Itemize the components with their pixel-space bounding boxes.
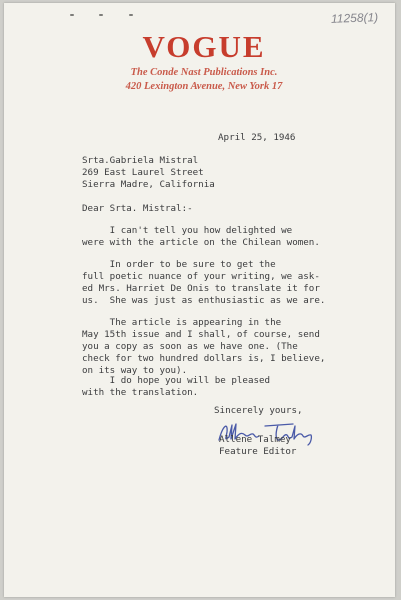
punch-mark [99,14,103,16]
publisher-line: The Conde Nast Publications Inc. [130,67,278,78]
letterhead [114,31,294,94]
paragraph-line: on its way to you). [82,365,188,376]
paragraph-line: ed Mrs. Harriet De Onis to translate it for [82,283,320,294]
signer-name: Allene Talmey [219,434,291,445]
paragraph-line: with the translation. [82,387,199,398]
signer-title: Feature Editor [219,446,297,457]
letter-date: April 25, 1946 [218,132,296,143]
paragraph-line: us. She was just as enthusiastic as we are. [82,295,326,306]
punch-mark [70,14,74,16]
paragraph-line: I do hope you will be pleased [82,375,271,386]
recipient-line: Sierra Madre, California [82,179,215,190]
brand-logo: VOGUE [142,29,266,64]
punch-mark [129,14,133,16]
archive-code: 11258(1) [330,10,379,26]
recipient-line: 269 East Laurel Street [82,167,204,178]
salutation: Dear Srta. Mistral:- [82,203,193,214]
paragraph-line: I can't tell you how delighted we [82,225,293,236]
paragraph-line: The article is appearing in the [82,317,282,328]
recipient-line: Srta.Gabriela Mistral [82,155,199,166]
paragraph-line: full poetic nuance of your writing, we ask- [82,271,320,282]
paragraph-line: were with the article on the Chilean women. [82,237,320,248]
closing: Sincerely yours, [214,405,303,416]
paragraph-line: check for two hundred dollars is, I believe, [82,353,326,364]
letter-sheet [4,3,395,597]
paragraph-line: you a copy as soon as we have one. (The [82,341,298,352]
paragraph-line: May 15th issue and I shall, of course, send [82,329,320,340]
address-line: 420 Lexington Avenue, New York 17 [125,81,283,92]
paragraph-line: In order to be sure to get the [82,259,276,270]
